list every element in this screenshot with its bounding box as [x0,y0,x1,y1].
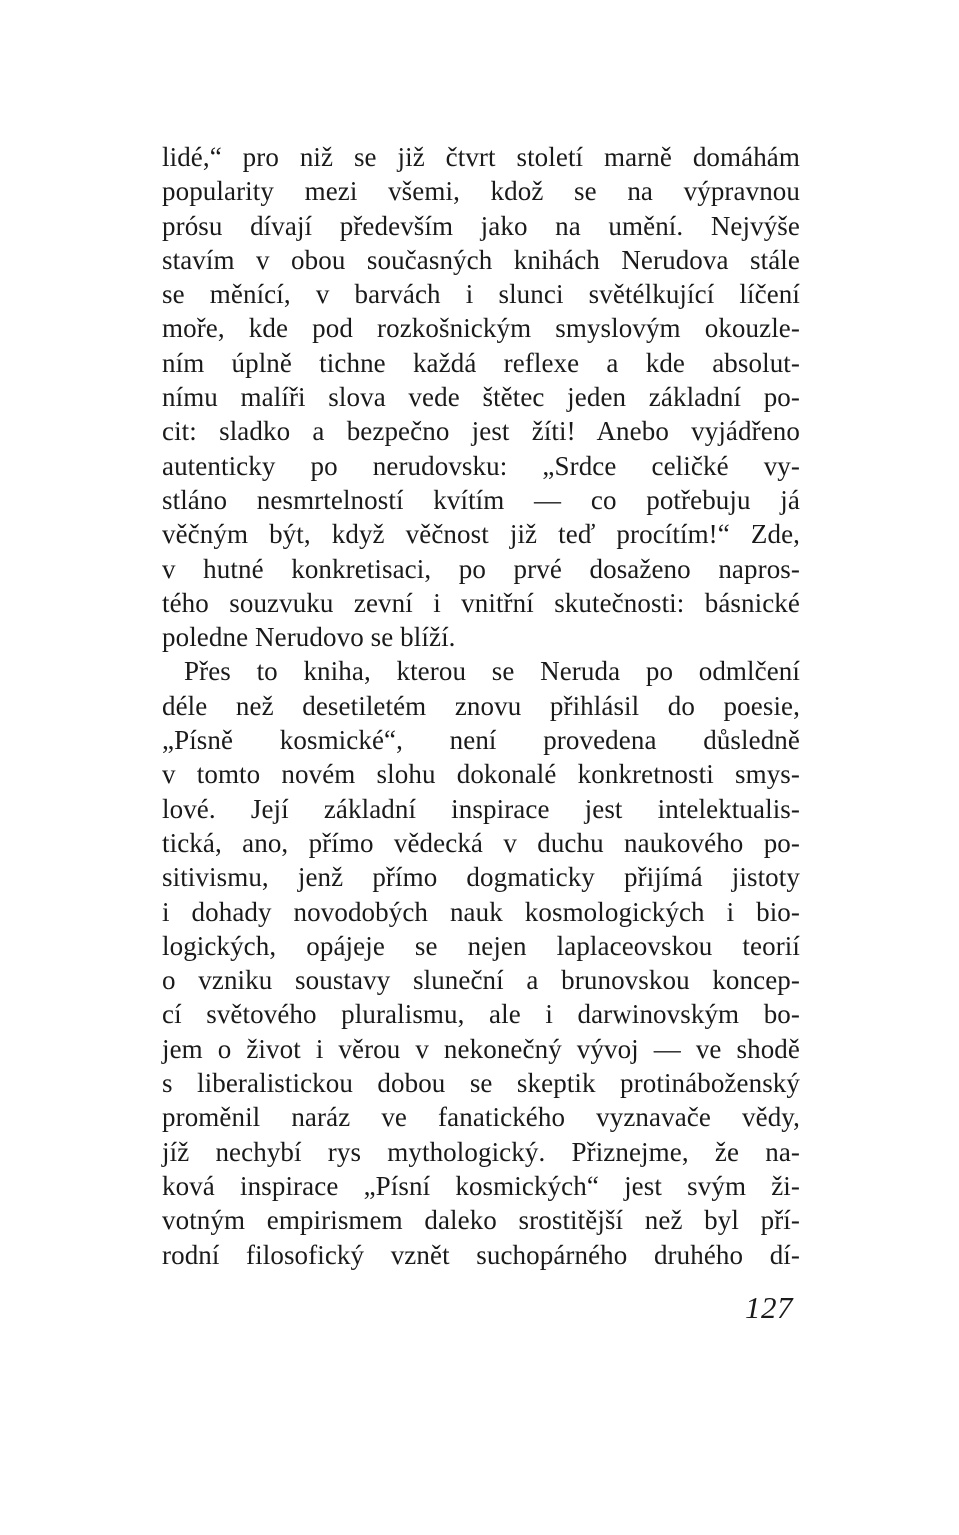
text-line: stláno nesmrtelností kvítím — co potřebuju já [162,484,800,515]
text-line: sitivismu, jenž přímo dogmaticky přijímá jistoty [162,862,800,893]
text-line: v hutné konkretisaci, po prvé dosaženo napros- [162,553,800,584]
text-line: rodní filosofický vznět suchopárného druhého dí- [162,1239,800,1270]
text-line: „Písně kosmické“, není provedena důsledně [162,725,800,756]
text-line: autenticky po nerudovsku: „Srdce celičké vy- [162,450,800,481]
text-line: nímu malíři slova vede štětec jeden základní po- [162,382,800,413]
text-line: stavím v obou současných knihách Nerudova stále [162,244,800,275]
text-line: votným empirismem daleko srostitější než byl pří- [162,1205,800,1236]
text-line: lové. Její základní inspirace jest intelektualis- [162,793,800,824]
text-line: s liberalistickou dobou se skeptik protináboženský [162,1068,800,1099]
text-line: popularity mezi všemi, kdož se na výpravnou [162,176,800,207]
text-line: proměnil naráz ve fanatického vyznavače vědy, [162,1102,800,1133]
text-line: prósu dívají především jako na umění. Nejvýše [162,210,800,241]
text-line: poledne Nerudovo se blíží. [162,622,456,653]
text-line: v tomto novém slohu dokonalé konkretnosti smys- [162,759,800,790]
text-line: ková inspirace „Písní kosmických“ jest svým ži- [162,1170,800,1201]
text-line: déle než desetiletém znovu přihlásil do poesie, [162,690,800,721]
text-line: o vzniku soustavy sluneční a brunovskou koncep- [162,965,800,996]
text-line: logických, opájeje se nejen laplaceovskou teorií [162,930,800,961]
text-line: jíž nechybí rys mythologický. Přiznejme, že na- [162,1136,800,1167]
text-line: cit: sladko a bezpečno jest žíti! Anebo vyjádřeno [162,416,800,447]
page-number: 127 [745,1290,793,1325]
text-line: tého souzvuku zevní i vnitřní skutečnosti: básnické [162,587,800,618]
text-line: i dohady novodobých nauk kosmologických i bio- [162,896,800,927]
text-line: jem o život i věrou v nekonečný vývoj — ve shodě [162,1033,800,1064]
text-line: cí světového pluralismu, ale i darwinovským bo- [162,999,800,1030]
text-line: se měnící, v barvách i slunci světélkující líčení [162,279,800,310]
text-line: moře, kde pod rozkošnickým smyslovým okouzle- [162,313,800,344]
body-text [162,140,800,1272]
text-line: Přes to kniha, kterou se Neruda po odmlčení [184,656,800,687]
text-line: věčným být, když věčnost již teď procítím!“ Zde, [162,519,800,550]
text-line: tická, ano, přímo vědecká v duchu naukového po- [162,827,800,858]
text-line: ním úplně tichne každá reflexe a kde absolut- [162,347,800,378]
text-line: lidé,“ pro niž se již čtvrt století marně domáhám [162,142,800,172]
